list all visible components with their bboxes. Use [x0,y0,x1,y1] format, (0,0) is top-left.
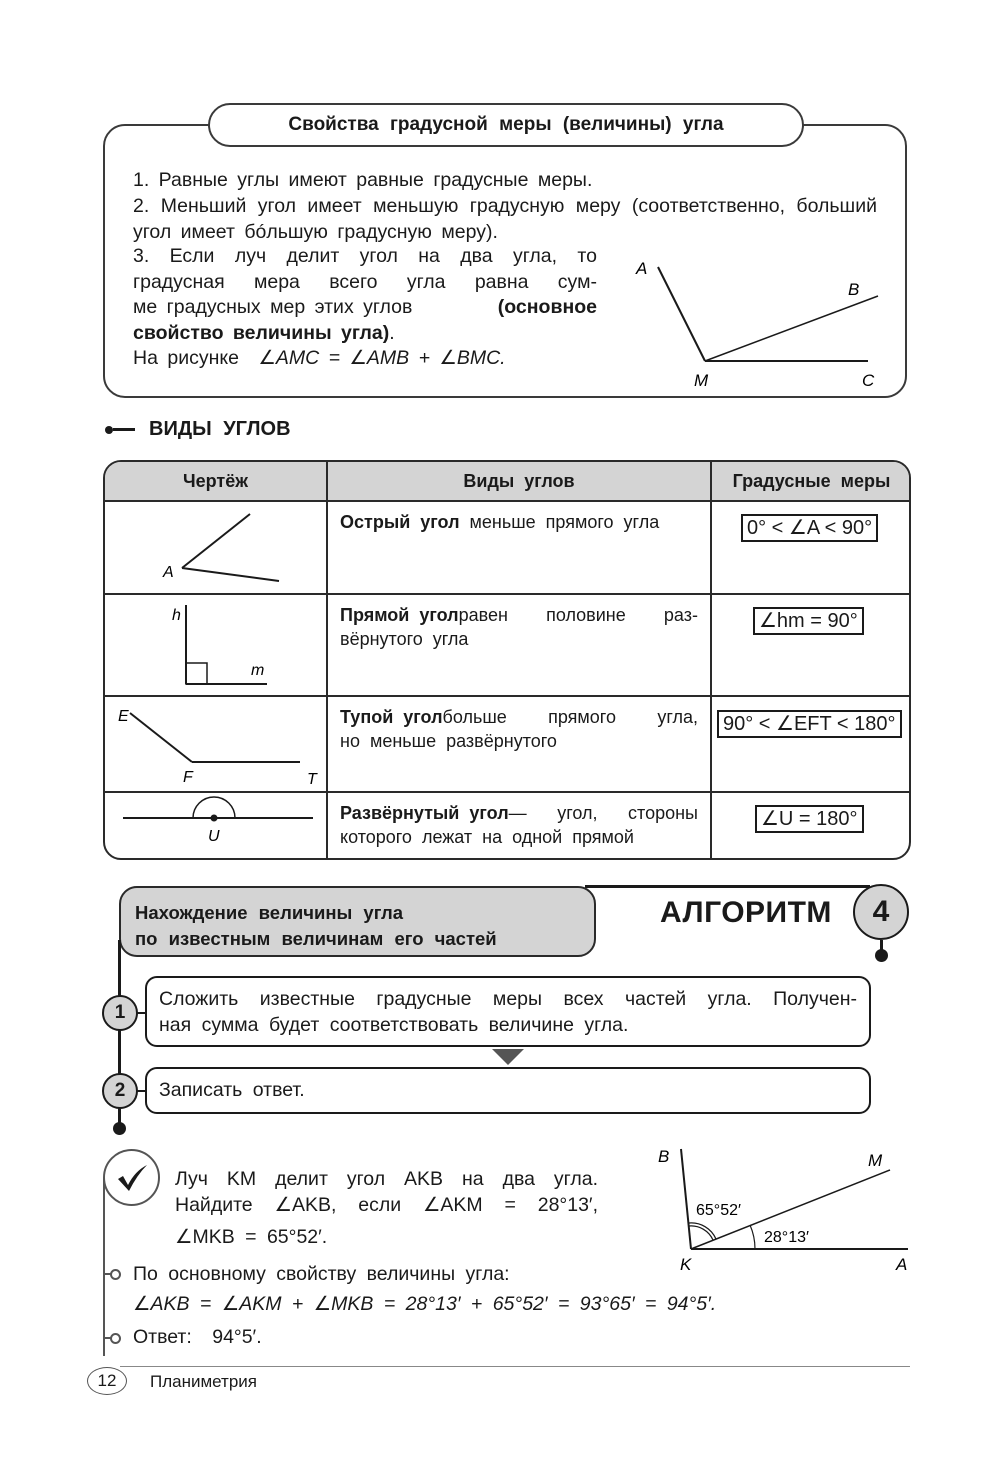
answer [133,1324,262,1350]
step-2-line-1: Записать ответ. [159,1079,305,1101]
step-box-1 [145,976,871,1047]
step-box-2 [145,1067,871,1114]
badge-dot-icon [875,949,888,962]
answer-bullet-icon [110,1333,121,1344]
property-item-2: 2. Меньший угол имеет меньшую градусную меру (соответственно, больший угол имеет бóльшую градусную меру). [133,195,877,243]
label-h: h [172,607,181,624]
answer-value: 94°5′. [212,1326,262,1348]
angle-amc-figure [620,250,900,395]
label-e: E [118,708,129,725]
property-item-1: 1. Равные углы имеют равные градусные меры. [133,169,593,191]
straight-desc-2: которого лежат на одной прямой [340,827,634,847]
acute-measure: 0° < ∠A < 90° [741,514,878,542]
section-title: ВИДЫ УГЛОВ [149,418,291,440]
straight-angle-drawing [105,793,326,860]
algorithm-title-line-1: Нахождение величины угла [135,902,404,923]
arc-mkb-outer [689,1223,716,1239]
checkmark-badge [103,1149,160,1206]
property-item-3-line-2: градусная мера всего угла равна сум- [133,270,597,293]
obtuse-angle-drawing [105,697,326,791]
algorithm-top-line [585,885,870,888]
right-desc-1: равен половине раз- [458,605,698,625]
right-desc-2: вёрнутого угла [340,629,469,649]
checkmark-icon [115,1163,149,1193]
step-number-2: 2 [102,1073,138,1109]
right-term: Прямой угол [340,605,459,625]
obtuse-desc-1: больше прямого угла, [442,707,698,727]
example-problem [175,1166,598,1250]
bullet-icon [105,426,113,434]
column-header-measures: Градусные меры [732,470,891,491]
label-a: A [896,1255,908,1274]
straight-description [328,801,710,849]
algorithm-label: АЛГОРИТМ [660,896,832,929]
answer-label: Ответ: [133,1326,192,1348]
label-c: C [862,371,875,390]
angle-akb-figure [640,1140,920,1280]
straight-measure: ∠U = 180° [755,805,864,833]
obtuse-desc-2: но меньше развёрнутого [340,731,557,751]
example-timeline [103,1178,105,1356]
vertex-u [211,815,218,822]
solution-bullet-icon [110,1269,121,1280]
property-item-3-bold-2: свойство величины угла) [133,321,390,344]
property-item-3-line-3 [133,295,597,321]
problem-line-3: ∠MKB = 65°52′. [175,1226,328,1248]
straight-desc-1: — угол, стороны [508,803,698,823]
dash-icon [113,428,135,431]
label-t: T [307,771,317,788]
label-a: A [636,259,648,278]
obtuse-measure: 90° < ∠EFT < 180° [717,710,902,738]
step-arrow-down-icon [492,1049,524,1065]
property-item-3-line-1: 3. Если луч делит угол на два угла, то [133,245,597,267]
label-m: M [868,1151,883,1170]
property-item-3-line-4 [133,321,597,347]
acute-ray-1 [182,514,250,568]
property-item-3-end: . [389,321,395,344]
column-header-types: Виды углов [463,470,575,491]
label-a: A [163,564,174,581]
caption-formula: ∠AMC = ∠AMB + ∠BMC. [258,347,506,369]
timeline-end-dot-icon [113,1122,126,1135]
step-1-line-1: Сложить известные градусные меры всех частей угла. Получен- [159,988,857,1010]
arc-mkb-inner [689,1226,713,1240]
section-header-angle-types [105,418,291,441]
right-measure: ∠hm = 90° [753,607,864,635]
angle-types-table [103,460,911,860]
column-header-drawing: Чертёж [182,470,248,491]
label-b: B [658,1147,670,1166]
ray-mb [705,296,878,361]
straight-term: Развёрнутый угол [340,803,509,823]
column-divider [710,462,712,858]
algorithm-title-box [119,886,596,957]
right-angle-drawing [105,595,326,695]
property-item-3-bold-1: (основное [497,296,597,318]
property-figure-caption [133,346,597,372]
right-description [328,603,710,651]
algorithm-number-badge: 4 [853,884,909,940]
footer-divider [120,1366,910,1367]
label-u: U [208,828,220,845]
acute-ray-2 [182,568,279,581]
label-m: m [251,662,265,679]
properties-title: Свойства градусной меры (величины) угла [208,103,804,147]
obtuse-description [328,705,710,753]
label-m: M [694,371,709,390]
problem-line-2: Найдите ∠AKB, если ∠AKM = 28°13′, [175,1194,598,1216]
property-item-3-text: ме градусных мер этих углов [133,296,413,318]
label-k: K [680,1255,692,1274]
footer-section-title: Планиметрия [150,1372,257,1391]
acute-term: Острый угол [340,512,460,532]
step-1-line-2: ная сумма будет соответствовать величине угла. [159,1013,629,1036]
caption-prefix: На рисунке [133,347,239,369]
ray-ma [658,267,705,361]
ray-fe [130,713,192,762]
ray-kb [681,1149,691,1249]
acute-desc: меньше прямого угла [459,512,660,532]
property-item-3 [133,244,597,372]
angle-mkb-value: 65°52′ [696,1202,741,1219]
page-number: 12 [87,1367,127,1395]
obtuse-term: Тупой угол [340,707,443,727]
label-b: B [848,280,860,299]
arc-akm [750,1225,755,1249]
solution-intro: По основному свойству величины угла: [133,1263,510,1285]
solution-formula: ∠AKB = ∠AKM + ∠MKB = 28°13′ + 65°52′ = 93°65′ = 94°5′. [133,1293,717,1315]
acute-angle-drawing [105,502,326,593]
problem-line-1: Луч KM делит угол AKB на два угла. [175,1168,598,1190]
step-number-1: 1 [102,995,138,1031]
acute-description [328,510,710,534]
right-angle-mark [186,663,207,684]
label-f: F [183,769,193,786]
angle-akm-value: 28°13′ [764,1229,809,1246]
algorithm-title-line-2: по известным величинам его частей [135,928,497,949]
